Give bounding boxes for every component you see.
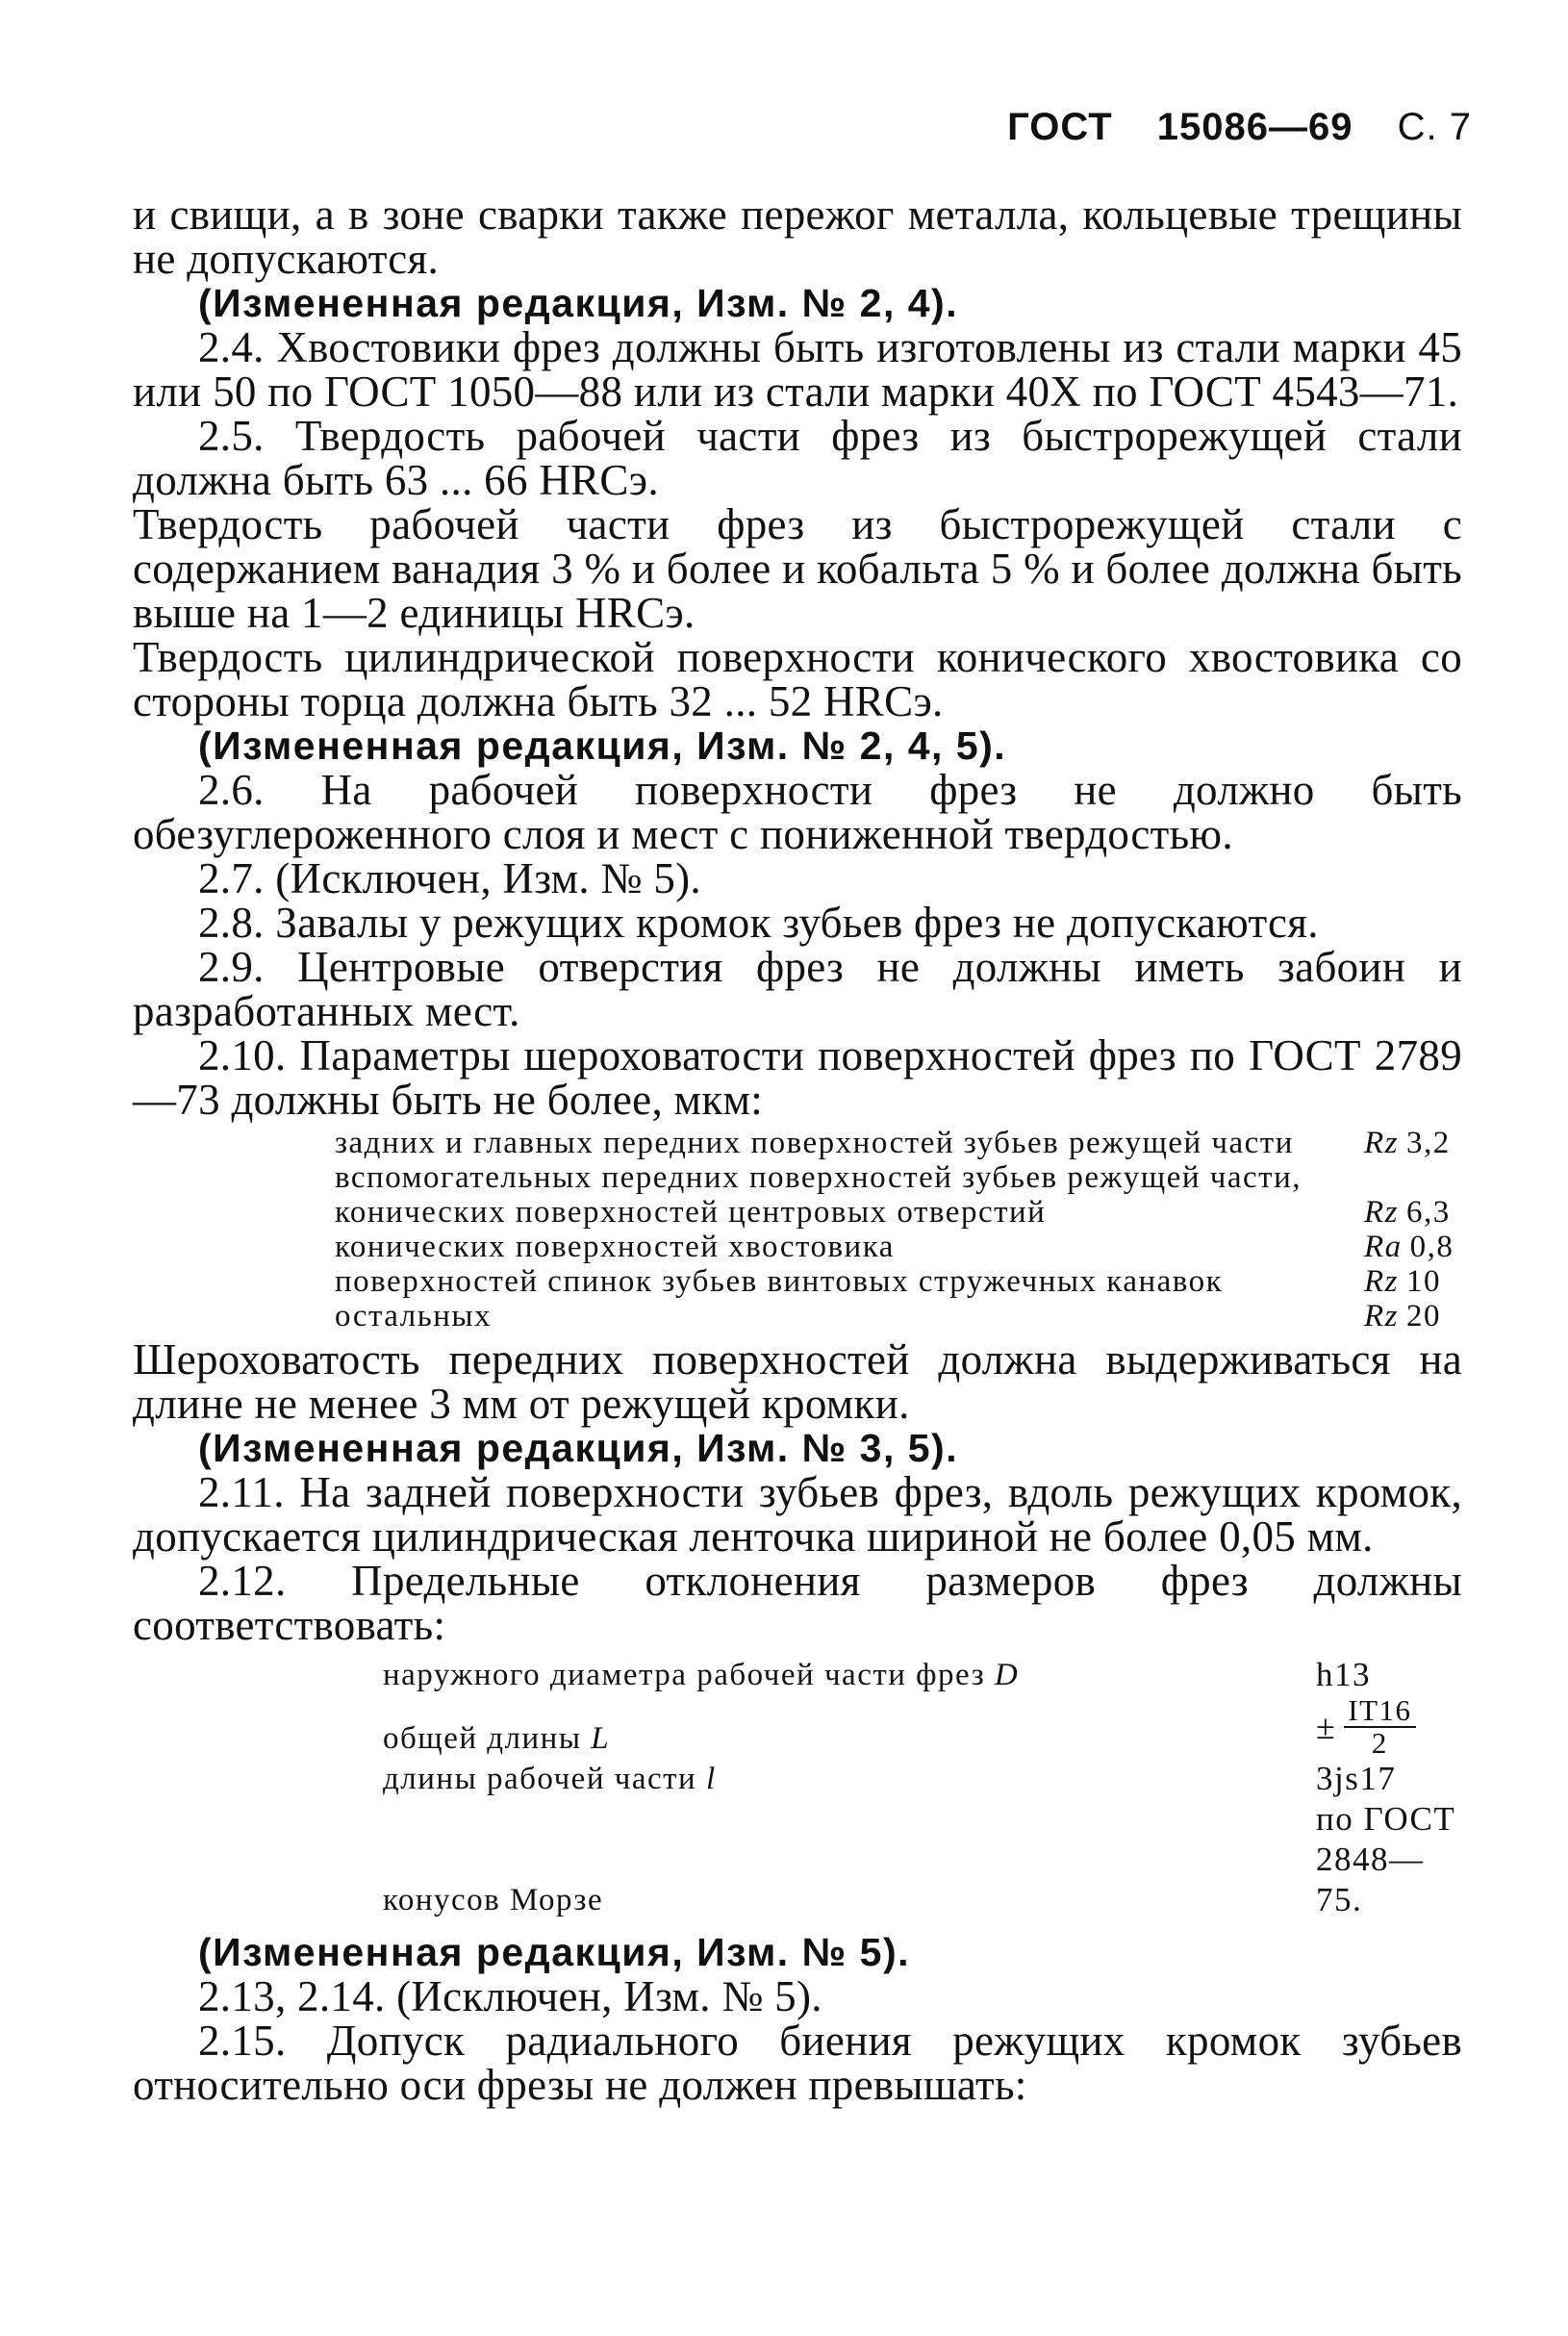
roughness-item-text: остальных — [335, 1299, 493, 1333]
clause-2-5-shank: Твердость цилиндрической поверхности конического хвостовика со стороны торца должна быть 32 ... 52 HRCэ. — [133, 633, 1462, 725]
roughness-item-value: Rz 20 — [1364, 1299, 1441, 1333]
roughness-item — [335, 1230, 1470, 1264]
tolerance-item-value — [1316, 1695, 1470, 1759]
tolerance-item-value: по ГОСТ 2848—75. — [1316, 1800, 1456, 1918]
roughness-item — [335, 1126, 1470, 1160]
roughness-item-text: вспомогательных передних поверхностей зубьев режущей части, конических поверхностей центровых отверстий — [335, 1160, 1302, 1230]
tolerance-item-text: конусов Морзе — [383, 1883, 604, 1917]
clause-2-11: 2.11. На задней поверхности зубьев фрез, вдоль режущих кромок, допускается цилиндрическая ленточка шириной не более 0,05 мм. — [133, 1468, 1462, 1561]
roughness-item-value: Rz 10 — [1364, 1264, 1441, 1299]
clause-2-12: 2.12. Предельные отклонения размеров фрез должны соответствовать: — [133, 1557, 1462, 1649]
document-body — [133, 192, 1462, 2107]
clause-2-13-2-14: 2.13, 2.14. (Исключен, Изм. № 5). — [198, 1972, 822, 2020]
tolerance-item — [383, 1759, 1470, 1799]
header-number: 15086—69 — [1156, 106, 1353, 148]
roughness-item-text: конических поверхностей хвостовика — [335, 1230, 895, 1264]
clause-2-8: 2.8. Завалы у режущих кромок зубьев фрез не допускаются. — [198, 899, 1319, 947]
roughness-item-text: задних и главных передних поверхностей зубьев режущей части — [335, 1126, 1294, 1160]
roughness-item — [335, 1264, 1470, 1299]
roughness-item — [335, 1299, 1470, 1333]
clause-2-10: 2.10. Параметры шероховатости поверхностей фрез по ГОСТ 2789—73 должны быть не более, мкм: — [133, 1031, 1462, 1124]
tolerance-item — [383, 1799, 1470, 1920]
tolerance-item-text: длины рабочей части l — [383, 1762, 717, 1796]
tolerance-item-value: 3js17 — [1316, 1760, 1397, 1797]
edition-note: (Измененная редакция, Изм. № 3, 5). — [198, 1426, 959, 1470]
edition-note: (Измененная редакция, Изм. № 5). — [198, 1930, 911, 1974]
tolerance-item-text: наружного диаметра рабочей части фрез D — [383, 1658, 1020, 1692]
roughness-note: Шероховатость передних поверхностей должна выдерживаться на длине не менее 3 мм от режущей кромки. — [133, 1335, 1462, 1428]
clause-2-5: 2.5. Твердость рабочей части фрез из быстрорежущей стали должна быть 63 ... 66 HRCэ. — [133, 412, 1462, 504]
roughness-item-value: Rz 3,2 — [1364, 1126, 1451, 1160]
edition-note: (Измененная редакция, Изм. № 2, 4). — [198, 281, 959, 325]
tolerance-item — [383, 1695, 1470, 1759]
roughness-item — [335, 1160, 1470, 1230]
roughness-item-value: Rz 6,3 — [1364, 1195, 1451, 1230]
tolerance-item — [383, 1655, 1470, 1695]
clause-2-4: 2.4. Хвостовики фрез должны быть изготовлены из стали марки 45 или 50 по ГОСТ 1050—88 или из стали марки 40Х по ГОСТ 4543—71. — [133, 323, 1462, 416]
paragraph-continued: и свищи, а в зоне сварки также пережог металла, кольцевые трещины не допускаются. — [133, 190, 1462, 283]
roughness-list — [335, 1126, 1470, 1333]
edition-note: (Измененная редакция, Изм. № 2, 4, 5). — [198, 724, 1007, 768]
clause-2-7: 2.7. (Исключен, Изм. № 5). — [198, 854, 701, 902]
tolerance-list — [383, 1655, 1470, 1920]
clause-2-9: 2.9. Центровые отверстия фрез не должны иметь забоин и разработанных мест. — [133, 943, 1462, 1035]
clause-2-6: 2.6. На рабочей поверхности фрез не должно быть обезуглероженного слоя и мест с пониженной твердостью. — [133, 766, 1462, 858]
header-standard: ГОСТ — [1007, 106, 1113, 148]
clause-2-5-vanadium: Твердость рабочей части фрез из быстрорежущей стали с содержанием ванадия 3 % и более и кобальта 5 % и более должна быть выше на 1—2 единицы HRCэ. — [133, 500, 1462, 637]
tolerance-item-text: общей длины L — [383, 1721, 611, 1756]
clause-2-15: 2.15. Допуск радиального биения режущих кромок зубьев относительно оси фрезы не должен превышать: — [133, 2017, 1462, 2109]
roughness-item-text: поверхностей спинок зубьев винтовых стружечных канавок — [335, 1264, 1224, 1299]
tolerance-item-value: h13 — [1316, 1656, 1371, 1693]
fraction: ± $\frac{IT16}{2}$ — [1316, 1695, 1416, 1759]
header-page: С. 7 — [1397, 106, 1472, 148]
roughness-item-value: Ra 0,8 — [1364, 1230, 1454, 1264]
page-header — [974, 106, 1472, 149]
